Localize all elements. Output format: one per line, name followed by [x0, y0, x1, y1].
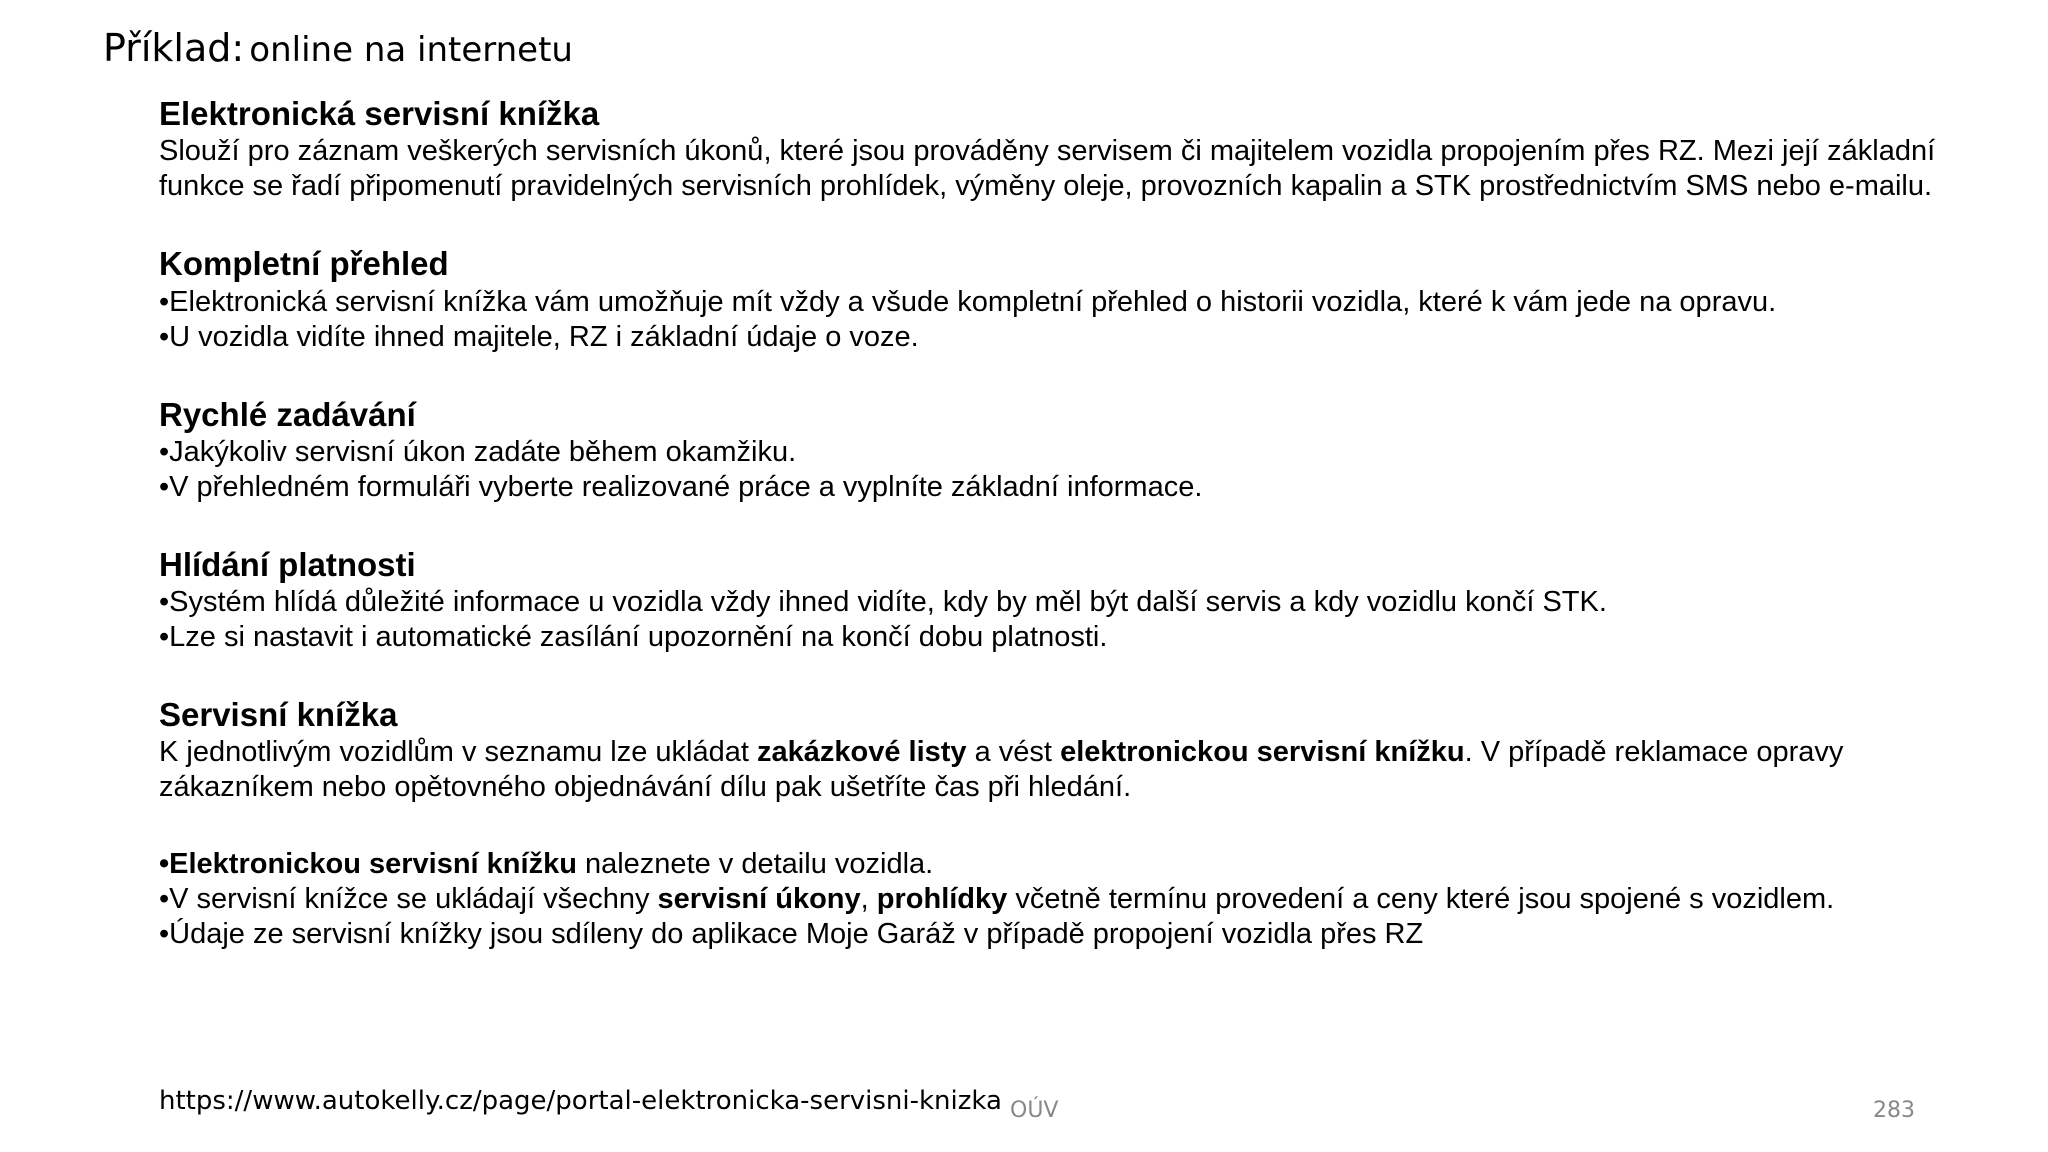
text-run: a vést — [966, 736, 1061, 769]
bold-text: servisní úkony — [657, 883, 861, 916]
section-quick-entry — [159, 397, 1999, 505]
section-heading: Hlídání platnosti — [159, 545, 416, 583]
bullet-item: •Lze si nastavit i automatické zasílání upozornění na končí dobu platnosti. — [159, 621, 1108, 654]
section-heading: Kompletní přehled — [159, 245, 449, 283]
bullet-item: •Jakýkoliv servisní úkon zadáte během okamžiku. — [159, 435, 797, 468]
bold-text: zakázkové listy — [756, 736, 967, 769]
text-run: •V servisní knížce se ukládají všechny — [159, 883, 658, 916]
bullet-item: •U vozidla vidíte ihned majitele, RZ i základní údaje o voze. — [159, 320, 919, 353]
slide-content — [159, 96, 1999, 994]
text-run: naleznete v detailu vozidla. — [576, 848, 934, 881]
section-heading: Rychlé zadávání — [159, 395, 416, 433]
section-electronic-service-book — [159, 96, 1999, 204]
page-number: 283 — [1873, 1098, 1915, 1123]
bullet-item-large — [159, 847, 1999, 882]
section-text: Slouží pro záznam veškerých servisních úkonů, které jsou prováděny servisem či majitelem vozidla propojením přes RZ. Mezi její základní funkce se řadí připomenutí pravidelných servisních prohlídek, výměny oleje, provozních kapalin a STK prostřednictvím SMS nebo e-mailu. — [159, 135, 1936, 203]
text-run: . V případě reklamace opravy zákazníkem nebo opětovného objednávání dílu pak ušetříte čas při hledání. — [159, 736, 1844, 804]
bold-text: elektronickou servisní knížku — [1060, 736, 1465, 769]
bullet-item: •Údaje ze servisní knížky jsou sdíleny do aplikace Moje Garáž v případě propojení vozidla přes RZ — [159, 918, 1424, 951]
bold-text: •Elektronickou servisní knížku — [159, 848, 577, 881]
footer-label: OÚV — [1010, 1098, 1059, 1123]
title-subtitle: online na internetu — [249, 30, 573, 70]
section-validity-monitoring — [159, 547, 1999, 655]
bullet-item: •Systém hlídá důležité informace u vozidla vždy ihned vidíte, kdy by měl být další servis a kdy vozidlu končí STK. — [159, 586, 1607, 619]
text-run: , — [860, 883, 877, 916]
section-vehicle-detail — [159, 847, 1999, 952]
section-heading: Elektronická servisní knížka — [159, 95, 600, 132]
text-run: včetně termínu provedení a ceny které jsou spojené s vozidlem. — [1007, 883, 1835, 916]
section-complete-overview — [159, 246, 1999, 354]
section-service-book — [159, 697, 1999, 805]
bold-text: prohlídky — [876, 883, 1008, 916]
bullet-item: •V přehledném formuláři vyberte realizované práce a vyplníte základní informace. — [159, 470, 1203, 503]
source-url: https://www.autokelly.cz/page/portal-elektronicka-servisni-knizka — [159, 1086, 1002, 1116]
title-label: Příklad: — [103, 26, 245, 70]
section-heading: Servisní knížka — [159, 696, 398, 734]
slide-title — [103, 26, 573, 72]
section-text — [159, 735, 1999, 805]
bullet-item — [159, 882, 1999, 917]
bullet-item: •Elektronická servisní knížka vám umožňuje mít vždy a všude kompletní přehled o historii vozidla, které k vám jede na opravu. — [159, 285, 1777, 318]
text-run: K jednotlivým vozidlům v seznamu lze ukládat — [159, 736, 757, 769]
